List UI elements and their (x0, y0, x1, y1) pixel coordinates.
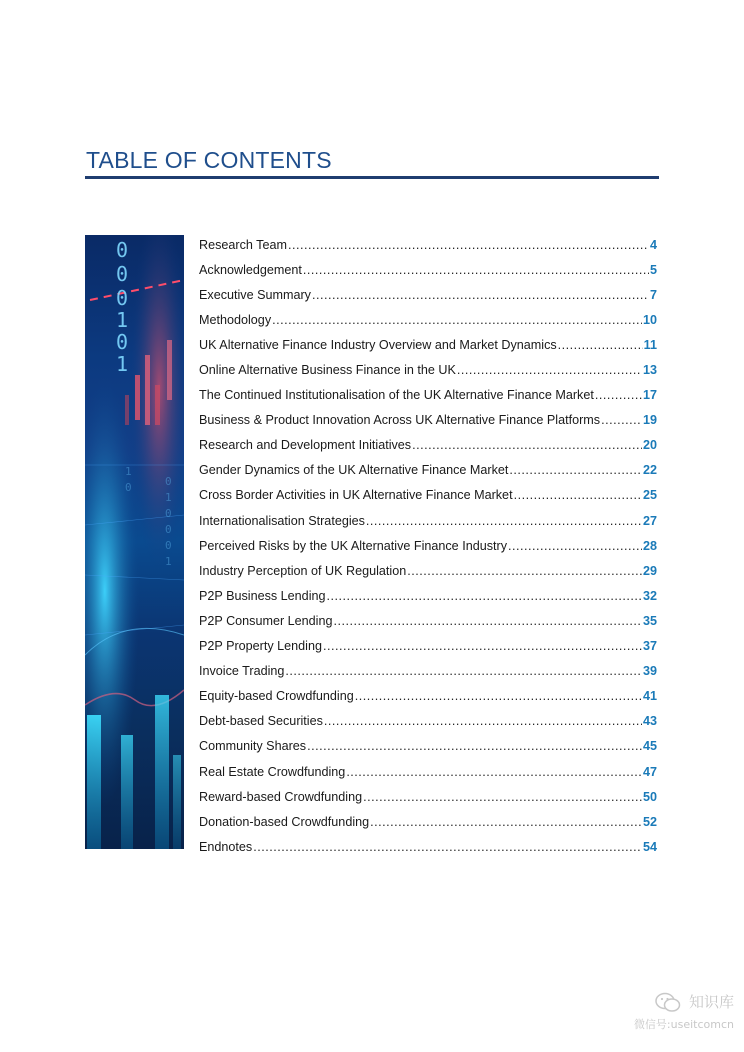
svg-text:0: 0 (165, 507, 172, 520)
dot-leader (355, 689, 642, 703)
dot-leader (366, 514, 642, 528)
dot-leader (412, 438, 642, 452)
toc-entry-label: Methodology (199, 312, 272, 327)
dot-leader (407, 564, 642, 578)
dot-leader (327, 589, 642, 603)
toc-entry[interactable] (199, 659, 657, 684)
toc-entry[interactable] (199, 232, 657, 257)
toc-entry-label: P2P Business Lending (199, 588, 326, 603)
binary-digit: 1 (116, 308, 129, 332)
toc-page-number: 13 (642, 363, 657, 378)
toc-entry-label: Cross Border Activities in UK Alternative Finance Market (199, 488, 513, 503)
toc-page-number: 37 (642, 639, 657, 654)
toc-page-number: 41 (642, 689, 657, 704)
toc-entry[interactable] (199, 257, 657, 282)
decorative-side-image (85, 235, 184, 849)
toc-entry[interactable] (199, 759, 657, 784)
dot-leader (363, 790, 642, 804)
toc-entry[interactable] (199, 508, 657, 533)
toc-entry[interactable] (199, 734, 657, 759)
toc-entry[interactable] (199, 809, 657, 834)
toc-page-number: 54 (642, 839, 657, 854)
dot-leader (272, 313, 642, 327)
toc-entry[interactable] (199, 332, 657, 357)
toc-entry-label: Internationalisation Strategies (199, 513, 365, 528)
svg-text:0: 0 (165, 475, 172, 488)
dot-leader (558, 338, 643, 352)
dot-leader (508, 539, 642, 553)
dot-leader (595, 388, 642, 402)
svg-text:1: 1 (125, 465, 132, 478)
binary-data-illustration (85, 235, 184, 849)
toc-entry[interactable] (199, 307, 657, 332)
binary-digit: 0 (116, 238, 129, 262)
toc-page-number: 32 (642, 588, 657, 603)
toc-page-number: 27 (642, 513, 657, 528)
dot-leader (601, 413, 642, 427)
toc-entry-label: Endnotes (199, 839, 253, 854)
title-divider (85, 176, 659, 179)
svg-text:0: 0 (165, 539, 172, 552)
toc-entry-label: Executive Summary (199, 287, 311, 302)
toc-entry[interactable] (199, 709, 657, 734)
toc-page-number: 20 (642, 438, 657, 453)
binary-digit: 0 (116, 262, 129, 286)
toc-entry-label: Perceived Risks by the UK Alternative Finance Industry (199, 538, 507, 553)
dot-leader (509, 463, 642, 477)
dot-leader (324, 714, 642, 728)
toc-entry[interactable] (199, 634, 657, 659)
binary-digit: 1 (116, 352, 129, 376)
toc-entry[interactable] (199, 558, 657, 583)
toc-page-number: 39 (642, 664, 657, 679)
wechat-icon (655, 992, 681, 1012)
toc-entry-label: Community Shares (199, 739, 307, 754)
svg-text:1: 1 (165, 555, 172, 568)
svg-text:0: 0 (165, 523, 172, 536)
toc-entry-label: The Continued Institutionalisation of the UK Alternative Finance Market (199, 388, 594, 403)
toc-entry[interactable] (199, 583, 657, 608)
toc-page-number: 19 (642, 413, 657, 428)
toc-page-number: 11 (643, 337, 657, 352)
watermark-brand: 知识库 (688, 993, 734, 1011)
toc-entry[interactable] (199, 834, 657, 859)
toc-entry-label: Debt-based Securities (199, 714, 323, 729)
toc-entry[interactable] (199, 684, 657, 709)
toc-entry-label: Gender Dynamics of the UK Alternative Finance Market (199, 463, 509, 478)
dot-leader (312, 288, 649, 302)
dot-leader (323, 639, 642, 653)
toc-entry-label: Real Estate Crowdfunding (199, 764, 346, 779)
toc-page-number: 22 (642, 463, 657, 478)
toc-page-number: 28 (642, 538, 657, 553)
binary-digit: 0 (116, 286, 129, 310)
toc-entry[interactable] (199, 433, 657, 458)
toc-entry-label: UK Alternative Finance Industry Overview and Market Dynamics (199, 337, 557, 352)
toc-page-number: 52 (642, 814, 657, 829)
dot-leader (253, 840, 642, 854)
dot-leader (514, 488, 642, 502)
toc-entry-label: Reward-based Crowdfunding (199, 789, 363, 804)
toc-entry-label: Acknowledgement (199, 262, 302, 277)
dot-leader (346, 765, 642, 779)
dot-leader (457, 363, 642, 377)
toc-entry[interactable] (199, 282, 657, 307)
toc-entry-label: Invoice Trading (199, 664, 285, 679)
svg-text:0: 0 (125, 481, 132, 494)
toc-entry[interactable] (199, 608, 657, 633)
toc-page-number: 45 (642, 739, 657, 754)
dot-leader (307, 739, 642, 753)
toc-page-number: 10 (642, 312, 657, 327)
toc-page-number: 4 (649, 237, 657, 252)
toc-page-number: 35 (642, 613, 657, 628)
table-of-contents (199, 232, 657, 859)
svg-text:1: 1 (165, 491, 172, 504)
toc-page-number: 25 (642, 488, 657, 503)
toc-entry-label: P2P Property Lending (199, 639, 322, 654)
toc-page-number: 43 (642, 714, 657, 729)
toc-entry[interactable] (199, 458, 657, 483)
toc-entry-label: Online Alternative Business Finance in the UK (199, 363, 456, 378)
toc-page-number: 29 (642, 563, 657, 578)
toc-entry[interactable] (199, 383, 657, 408)
dot-leader (285, 664, 642, 678)
watermark (634, 991, 734, 1032)
toc-entry-label: Research Team (199, 237, 287, 252)
toc-entry-label: Research and Development Initiatives (199, 438, 412, 453)
toc-entry-label: Industry Perception of UK Regulation (199, 563, 407, 578)
toc-page-number: 5 (649, 262, 657, 277)
watermark-account: 微信号:useitcomcn (633, 1018, 734, 1031)
toc-entry[interactable] (199, 408, 657, 433)
toc-entry[interactable] (199, 784, 657, 809)
toc-entry[interactable] (199, 533, 657, 558)
toc-entry[interactable] (199, 483, 657, 508)
dot-leader (303, 263, 649, 277)
toc-entry-label: Donation-based Crowdfunding (199, 814, 370, 829)
dot-leader (288, 238, 649, 252)
toc-page-number: 7 (649, 287, 657, 302)
toc-page-number: 47 (642, 764, 657, 779)
dot-leader (370, 815, 642, 829)
toc-entry-label: P2P Consumer Lending (199, 613, 333, 628)
toc-page-number: 50 (642, 789, 657, 804)
toc-page-number: 17 (642, 388, 657, 403)
binary-digit: 0 (116, 330, 129, 354)
page-title: TABLE OF CONTENTS (86, 147, 332, 173)
toc-entry-label: Equity-based Crowdfunding (199, 689, 354, 704)
dot-leader (334, 614, 642, 628)
toc-entry-label: Business & Product Innovation Across UK Alternative Finance Platforms (199, 413, 601, 428)
toc-entry[interactable] (199, 357, 657, 382)
